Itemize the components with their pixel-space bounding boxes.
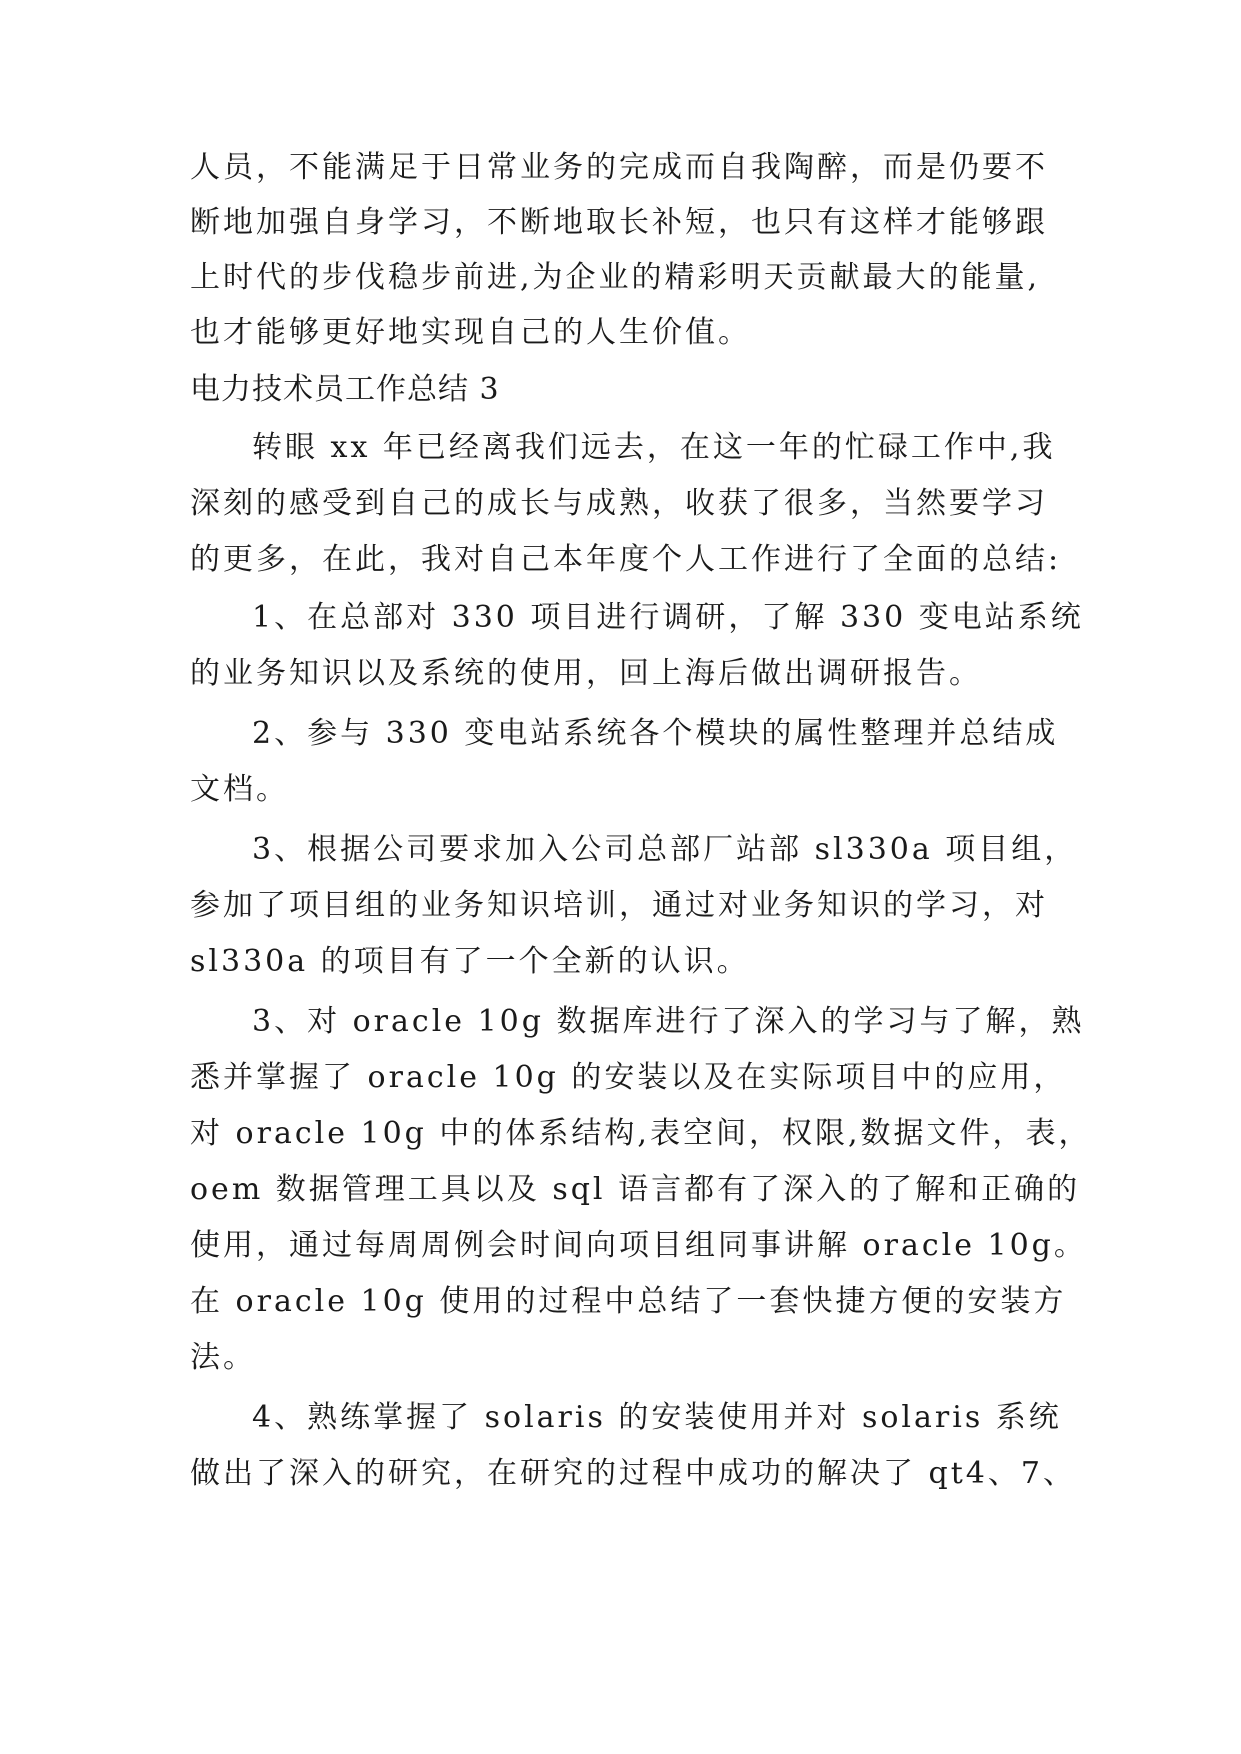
text-line: oem 数据管理工具以及 sql 语言都有了深入的了解和正确的	[190, 1172, 1081, 1207]
list-item-first-line: 1、在总部对 330 项目进行调研，了解 330 变电站系统	[252, 600, 1084, 635]
text-line: sl330a 的项目有了一个全新的认识。	[190, 944, 750, 979]
text-line: 文档。	[190, 772, 289, 807]
text-line: 对 oracle 10g 中的体系结构,表空间，权限,数据文件，表，	[190, 1116, 1092, 1151]
list-item-first-line: 3、对 oracle 10g 数据库进行了深入的学习与了解，熟	[252, 1004, 1085, 1039]
text-line: 上时代的步伐稳步前进,为企业的精彩明天贡献最大的能量,	[190, 260, 1041, 295]
text-line: 使用，通过每周周例会时间向项目组同事讲解 oracle 10g。	[190, 1228, 1087, 1263]
text-line: 也才能够更好地实现自己的人生价值。	[190, 315, 751, 350]
text-line: 深刻的感受到自己的成长与成熟，收获了很多，当然要学习	[190, 486, 1048, 521]
list-item-first-line: 4、熟练掌握了 solaris 的安装使用并对 solaris 系统	[252, 1400, 1062, 1435]
text-line: 法。	[190, 1340, 256, 1375]
section-heading: 电力技术员工作总结 3	[190, 372, 500, 407]
text-line: 做出了深入的研究，在研究的过程中成功的解决了 qt4、7、	[190, 1456, 1076, 1491]
list-item-first-line: 2、参与 330 变电站系统各个模块的属性整理并总结成	[252, 716, 1059, 751]
list-item-first-line: 3、根据公司要求加入公司总部厂站部 sl330a 项目组，	[252, 832, 1078, 867]
text-line: 的更多，在此，我对自己本年度个人工作进行了全面的总结:	[190, 542, 1062, 577]
text-line: 人员，不能满足于日常业务的完成而自我陶醉，而是仍要不	[190, 150, 1048, 185]
text-line: 的业务知识以及系统的使用，回上海后做出调研报告。	[190, 656, 982, 691]
text-line: 参加了项目组的业务知识培训，通过对业务知识的学习，对	[190, 888, 1048, 923]
text-line: 悉并掌握了 oracle 10g 的安装以及在实际项目中的应用，	[190, 1060, 1067, 1095]
paragraph-first-line: 转眼 xx 年已经离我们远去，在这一年的忙碌工作中,我	[252, 430, 1056, 465]
text-line: 在 oracle 10g 使用的过程中总结了一套快捷方便的安装方	[190, 1284, 1067, 1319]
text-line: 断地加强自身学习，不断地取长补短，也只有这样才能够跟	[190, 205, 1048, 240]
